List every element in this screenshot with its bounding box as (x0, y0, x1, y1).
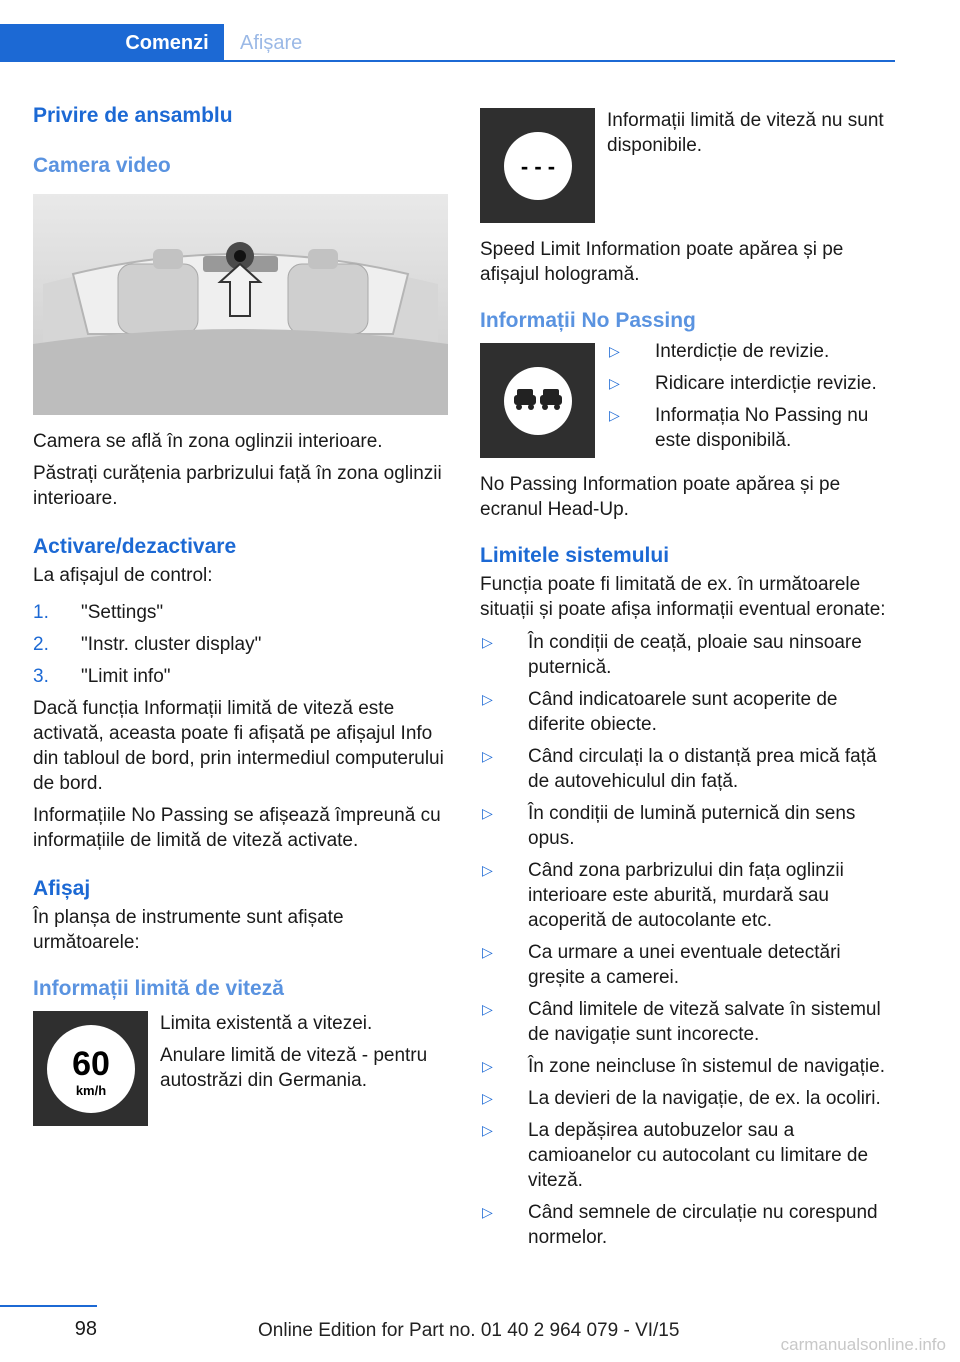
heading-activate: Activare/dezactivare (33, 535, 237, 558)
list-item: 1. "Settings" (33, 602, 164, 623)
edition-text: Online Edition for Part no. 01 40 2 964 079 - VI/15 (258, 1320, 680, 1341)
triangle-marker-icon: ▷ (482, 1058, 493, 1074)
activate-intro: La afișajul de control: (33, 565, 213, 586)
speed-limit-descriptions (160, 1011, 448, 1126)
triangle-marker-icon: ▷ (482, 691, 493, 707)
right-column (480, 108, 895, 1257)
sign-60-value: 60 (71, 1044, 110, 1083)
triangle-marker-icon: ▷ (482, 748, 493, 764)
speed-limit-60-sign (33, 1011, 148, 1126)
heading-speed-info: Informații limită de viteză (33, 977, 284, 1000)
triangle-marker-icon: ▷ (482, 634, 493, 650)
page-number: 98 (74, 1318, 97, 1340)
car-interior-illustration (33, 194, 448, 415)
list-item: ▷ Ridicare interdicție revizie. (609, 373, 877, 394)
triangle-marker-icon: ▷ (482, 1090, 493, 1106)
list-item: 3. "Limit info" (33, 666, 171, 687)
triangle-marker-icon: ▷ (482, 1122, 493, 1138)
triangle-marker-icon: ▷ (609, 407, 620, 423)
activate-nopassing-text: Informațiile No Passing se afișează împreună cu informațiile de limită de viteză activate. (33, 805, 441, 851)
speed-unavailable-text: Informații limită de viteză nu sunt disponibile. (607, 110, 884, 156)
list-item: ▷ Când semnele de circulație nu corespund normelor. (482, 1202, 878, 1248)
no-passing-sign (480, 343, 595, 458)
list-item: ▷ La devieri de la navigație, de ex. la ocoliri. (482, 1088, 881, 1109)
list-item: ▷ Interdicție de revizie. (609, 341, 830, 362)
speed-limit-row (33, 1011, 448, 1126)
triangle-marker-icon: ▷ (482, 1204, 493, 1220)
dash-sign-icon (492, 120, 584, 212)
list-item: ▷ Când limitele de viteză salvate în sistemul de navigație sunt incorecte. (482, 999, 881, 1045)
headup-text: No Passing Information poate apărea și pe ecranul Head-Up. (480, 474, 841, 520)
heading-overview: Privire de ansamblu (33, 104, 233, 127)
display-intro: În planșa de instrumente sunt afișate următoarele: (33, 907, 344, 953)
triangle-marker-icon: ▷ (482, 1001, 493, 1017)
list-item: ▷ La depășirea autobuzelor sau a camioanelor cu autocolant cu limitare de viteză. (482, 1120, 869, 1191)
triangle-marker-icon: ▷ (609, 343, 620, 359)
list-item: 2. "Instr. cluster display" (33, 634, 262, 655)
no-passing-icon (492, 355, 584, 447)
triangle-marker-icon: ▷ (482, 944, 493, 960)
chapter-tabs (0, 24, 895, 62)
speed-limit-existing: Limita existentă a vitezei. (160, 1013, 373, 1034)
speed-unavailable-sign (480, 108, 595, 223)
heading-nopassing: Informații No Passing (480, 309, 696, 332)
tab-comenzi[interactable]: Comenzi (0, 24, 224, 62)
activate-info-text: Dacă funcția Informații limită de viteză este activată, aceasta poate fi afișată pe afișajul Info din tabloul de bord, prin intermediul computerului de bord. (33, 698, 444, 794)
list-item: ▷ Când circulați la o distanță prea mică față de autovehiculul din față. (482, 746, 877, 792)
speed-sign-icon (45, 1023, 137, 1115)
limits-intro: Funcția poate fi limitată de ex. în următoarele situații și poate afișa informații eventual eronate: (480, 574, 886, 620)
list-item: ▷ În condiții de ceață, ploaie sau ninsoare puternică. (482, 632, 862, 678)
speed-limit-cancel: Anulare limită de viteză - pentru autostrăzi din Germania. (160, 1045, 428, 1091)
heading-camera: Camera video (33, 154, 171, 177)
camera-location-text: Camera se află în zona oglinzii interioare. (33, 431, 383, 452)
triangle-marker-icon: ▷ (609, 375, 620, 391)
heading-limits: Limitele sistemului (480, 544, 670, 567)
heading-display: Afișaj (33, 877, 91, 900)
tab-afisare[interactable]: Afișare (240, 31, 303, 54)
unavailable-row (480, 108, 895, 223)
limits-list (480, 630, 895, 1250)
list-item: ▷ Ca urmare a unei eventuale detectări greșite a camerei. (482, 942, 841, 988)
list-item: ▷ Când zona parbrizului din fața oglinzii interioare este aburită, murdară sau acoperită de autocolante etc. (482, 860, 844, 931)
nopassing-list (607, 339, 895, 460)
camera-clean-text: Păstrați curățenia parbrizului față în zona oglinzii interioare. (33, 463, 442, 509)
left-column (33, 100, 448, 1126)
hologram-text: Speed Limit Information poate apărea și pe afișajul hologramă. (480, 239, 844, 285)
activation-steps (33, 600, 448, 689)
sign-dash: - - - (520, 153, 555, 179)
list-item: ▷ În zone neincluse în sistemul de navigație. (482, 1056, 885, 1077)
watermark: carmanualsonline.info (780, 1335, 946, 1354)
triangle-marker-icon: ▷ (482, 862, 493, 878)
list-item: ▷ Când indicatoarele sunt acoperite de diferite obiecte. (482, 689, 838, 735)
nopassing-row (480, 343, 895, 460)
footer-rule (0, 1305, 97, 1307)
list-item: ▷ Informația No Passing nu este disponibilă. (609, 405, 869, 451)
triangle-marker-icon: ▷ (482, 805, 493, 821)
list-item: ▷ În condiții de lumină puternică din sens opus. (482, 803, 856, 849)
camera-photo (33, 194, 448, 415)
sign-60-unit: km/h (75, 1082, 106, 1098)
